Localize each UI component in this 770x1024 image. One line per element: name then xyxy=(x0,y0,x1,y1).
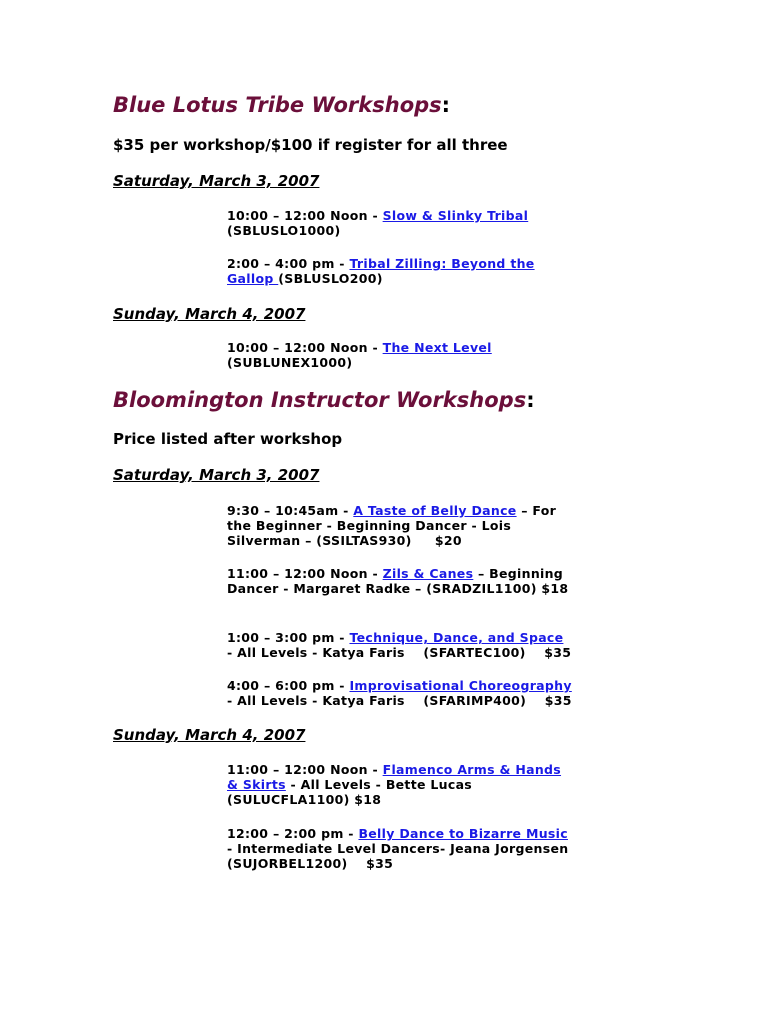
workshop-time: 11:00 – 12:00 Noon - xyxy=(227,762,383,777)
workshop-time: 2:00 – 4:00 pm - xyxy=(227,256,350,271)
price-note: $35 per workshop/$100 if register for all three xyxy=(113,136,508,154)
workshop-time: 1:00 – 3:00 pm - xyxy=(227,630,350,645)
workshop-link[interactable]: The Next Level xyxy=(382,340,492,355)
day-heading: Sunday, March 4, 2007 xyxy=(113,726,306,744)
section-title: Bloomington Instructor Workshops: xyxy=(113,388,535,412)
workshop-time: 9:30 – 10:45am - xyxy=(227,503,354,518)
workshop-entry xyxy=(227,256,572,286)
workshop-details: - Intermediate Level Dancers- Jeana Jorgensen (SUJORBEL1200) $35 xyxy=(227,826,574,871)
workshop-entry xyxy=(227,566,572,596)
workshop-link[interactable]: Belly Dance to Bizarre Music xyxy=(358,826,568,841)
price-note: Price listed after workshop xyxy=(113,430,343,448)
day-heading: Saturday, March 3, 2007 xyxy=(113,172,320,190)
workshop-details: - All Levels - Katya Faris (SFARTEC100) $35 xyxy=(227,630,572,660)
workshop-link[interactable]: Tribal Zilling: Beyond the Gallop xyxy=(227,256,535,286)
day-heading: Saturday, March 3, 2007 xyxy=(113,466,320,484)
workshop-details: – Beginning Dancer - Margaret Radke – (SRADZIL1100) $18 xyxy=(227,566,569,596)
workshop-link[interactable]: Flamenco Arms & Hands & Skirts xyxy=(227,762,562,792)
workshop-entry xyxy=(227,503,572,548)
workshop-link[interactable]: A Taste of Belly Dance xyxy=(353,503,517,518)
workshop-link[interactable]: Slow & Slinky Tribal xyxy=(382,208,529,223)
workshop-link[interactable]: Improvisational Choreography xyxy=(349,678,572,693)
workshop-details: – For the Beginner - Beginning Dancer - Lois Silverman – (SSILTAS930) $20 xyxy=(227,503,561,548)
workshop-link[interactable]: Zils & Canes xyxy=(382,566,474,581)
workshop-details: (SBLUSLO200) xyxy=(278,271,383,286)
day-heading: Sunday, March 4, 2007 xyxy=(113,305,306,323)
section-title: Blue Lotus Tribe Workshops: xyxy=(113,93,451,117)
workshop-details: (SBLUSLO1000) xyxy=(227,223,341,238)
workshop-time: 10:00 – 12:00 Noon - xyxy=(227,340,383,355)
workshop-details: - All Levels - Katya Faris (SFARIMP400) $35 xyxy=(227,678,577,708)
workshop-entry xyxy=(227,208,572,238)
workshop-entry xyxy=(227,762,572,807)
workshop-entry xyxy=(227,678,577,708)
workshop-entry xyxy=(227,630,572,660)
workshop-details: - All Levels - Bette Lucas (SULUCFLA1100) $18 xyxy=(227,777,473,807)
workshop-entry xyxy=(227,826,572,871)
workshop-entry xyxy=(227,340,572,370)
workshop-time: 10:00 – 12:00 Noon - xyxy=(227,208,383,223)
workshop-details: (SUBLUNEX1000) xyxy=(227,355,353,370)
workshop-time: 12:00 – 2:00 pm - xyxy=(227,826,359,841)
workshop-time: 11:00 – 12:00 Noon - xyxy=(227,566,383,581)
workshop-link[interactable]: Technique, Dance, and Space xyxy=(349,630,564,645)
workshop-time: 4:00 – 6:00 pm - xyxy=(227,678,350,693)
